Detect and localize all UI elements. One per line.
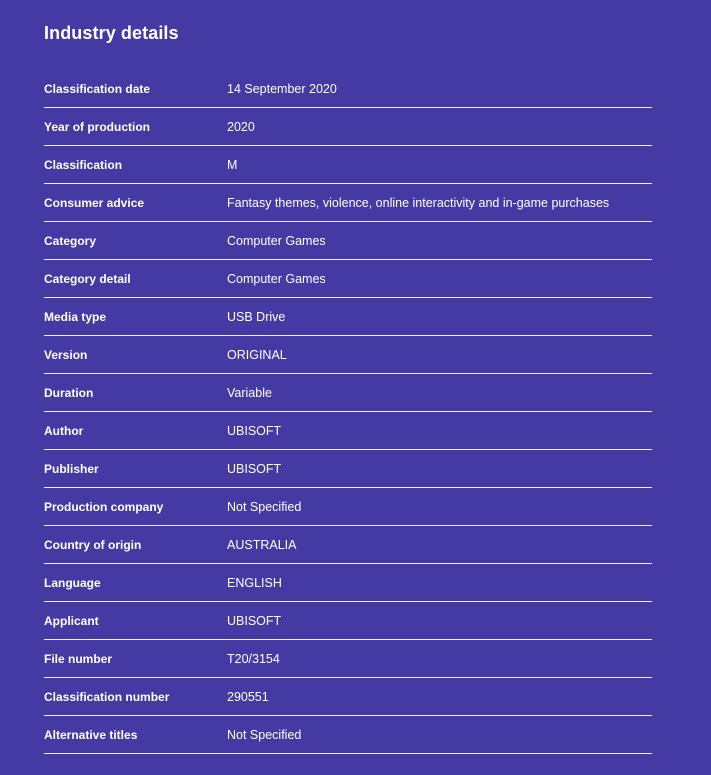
detail-row-version (44, 336, 652, 374)
detail-value: Computer Games (227, 271, 326, 286)
detail-value: ORIGINAL (227, 347, 287, 362)
detail-value: 14 September 2020 (227, 81, 337, 96)
detail-label: Country of origin (44, 537, 142, 552)
detail-value: ENGLISH (227, 575, 282, 590)
detail-row-year-of-production (44, 108, 652, 146)
detail-row-category (44, 222, 652, 260)
detail-value: UBISOFT (227, 613, 282, 628)
detail-label: Language (44, 575, 101, 590)
detail-row-consumer-advice (44, 184, 652, 222)
detail-value: Not Specified (227, 499, 302, 514)
detail-label: Production company (44, 499, 164, 514)
detail-row-media-type (44, 298, 652, 336)
detail-value: USB Drive (227, 309, 286, 324)
detail-row-classification (44, 146, 652, 184)
detail-label: Classification (44, 157, 123, 172)
detail-label: Classification date (44, 81, 151, 96)
detail-value: Fantasy themes, violence, online interactivity and in-game purchases (227, 195, 610, 210)
detail-value: Not Specified (227, 727, 302, 742)
detail-row-author (44, 412, 652, 450)
detail-label: Year of production (44, 119, 151, 134)
detail-row-alternative-titles (44, 716, 652, 754)
detail-label: Author (44, 423, 84, 438)
detail-value: 290551 (227, 689, 269, 704)
detail-label: Applicant (44, 613, 99, 628)
detail-row-publisher (44, 450, 652, 488)
detail-row-file-number (44, 640, 652, 678)
detail-row-classification-date (44, 70, 652, 108)
detail-label: Category detail (44, 271, 131, 286)
detail-label: Category (44, 233, 97, 248)
detail-row-duration (44, 374, 652, 412)
detail-value: UBISOFT (227, 461, 282, 476)
detail-row-country-of-origin (44, 526, 652, 564)
detail-value: 2020 (227, 119, 255, 134)
detail-value: M (227, 157, 238, 172)
detail-row-production-company (44, 488, 652, 526)
detail-row-applicant (44, 602, 652, 640)
detail-row-language (44, 564, 652, 602)
detail-label: Version (44, 347, 88, 362)
section-title: Industry details (44, 23, 179, 43)
detail-label: Alternative titles (44, 727, 138, 742)
detail-value: Variable (227, 385, 272, 400)
detail-label: Duration (44, 385, 94, 400)
details-table (44, 70, 652, 754)
detail-value: UBISOFT (227, 423, 282, 438)
detail-label: Consumer advice (44, 195, 145, 210)
detail-label: Classification number (44, 689, 170, 704)
detail-value: AUSTRALIA (227, 537, 297, 552)
detail-row-category-detail (44, 260, 652, 298)
detail-label: File number (44, 651, 113, 666)
detail-row-classification-number (44, 678, 652, 716)
detail-label: Media type (44, 309, 107, 324)
detail-label: Publisher (44, 461, 99, 476)
detail-value: T20/3154 (227, 651, 280, 666)
detail-value: Computer Games (227, 233, 326, 248)
